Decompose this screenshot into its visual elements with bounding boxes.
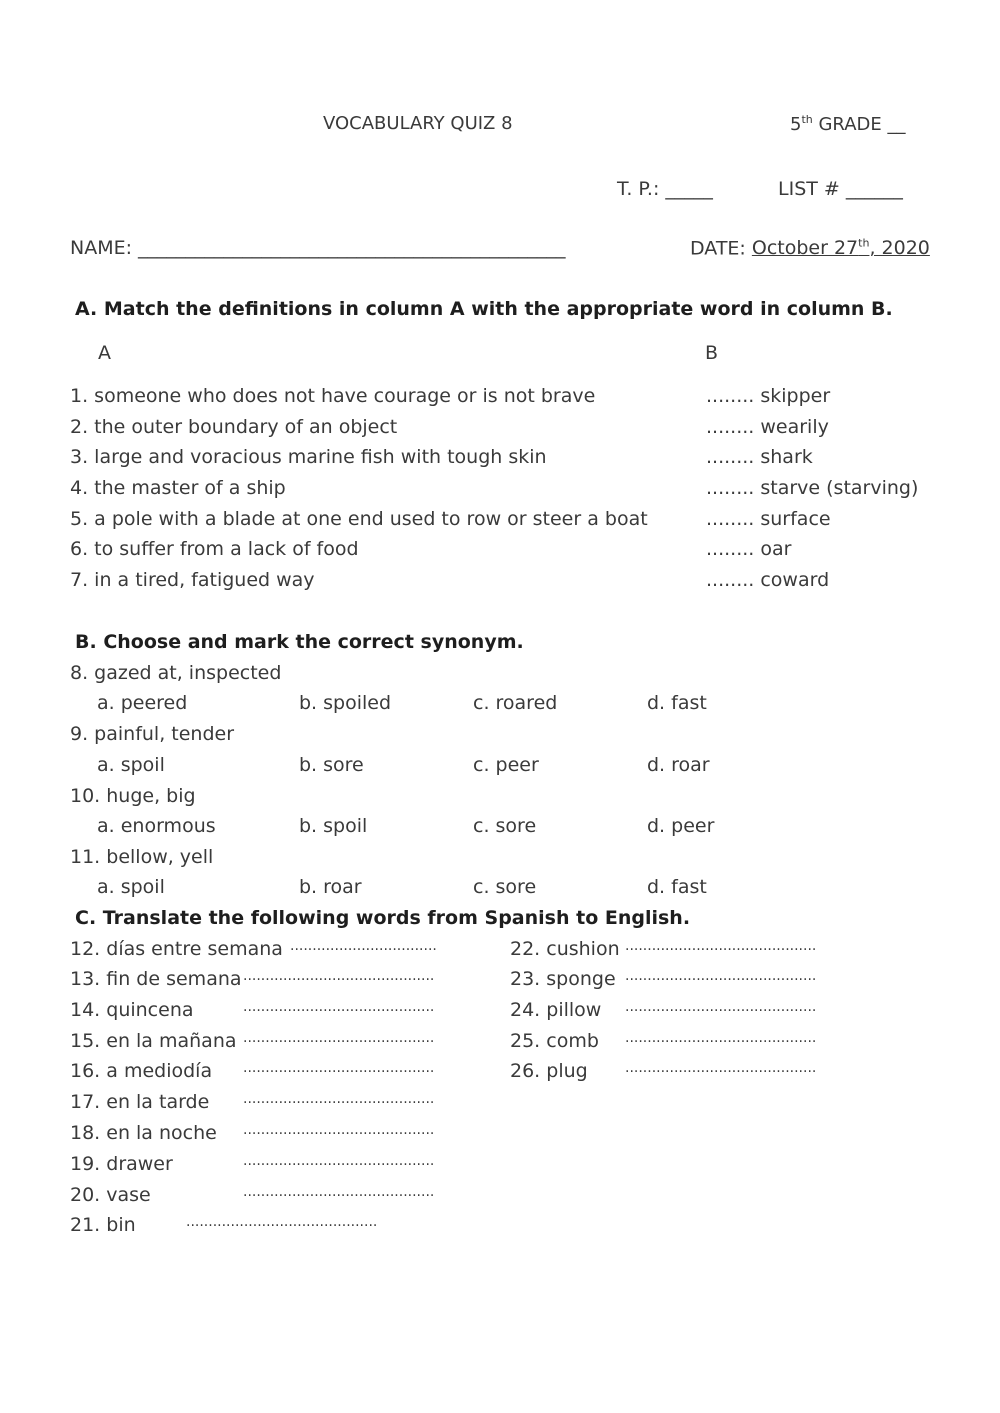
grade-suffix: th [801, 113, 813, 126]
synonym-option[interactable]: d. peer [647, 815, 715, 837]
answer-blank[interactable]: ........................................... [243, 1060, 435, 1076]
answer-blank[interactable]: ........................................... [625, 1060, 817, 1076]
grade-number: 5 [790, 114, 802, 135]
translate-term: 14. quincena [70, 999, 194, 1021]
section-c-instruction: C. Translate the following words from Spanish to English. [75, 907, 691, 929]
date-year: , 2020 [869, 237, 930, 260]
match-word[interactable]: ........ starve (starving) [706, 477, 919, 499]
match-word[interactable]: ........ oar [706, 538, 792, 560]
date-field [690, 237, 930, 259]
synonym-question: 8. gazed at, inspected [70, 662, 282, 684]
date-label: DATE: [690, 237, 752, 260]
definition-item: 6. to suffer from a lack of food [70, 538, 359, 560]
column-b-heading: B [705, 342, 719, 364]
definition-item: 7. in a tired, fatigued way [70, 569, 315, 591]
synonym-option[interactable]: d. fast [647, 692, 707, 714]
synonym-option[interactable]: b. roar [299, 876, 362, 898]
synonym-option[interactable]: d. roar [647, 754, 710, 776]
column-a-heading: A [98, 342, 111, 364]
date-suffix: th [858, 237, 870, 250]
synonym-question: 9. painful, tender [70, 723, 235, 745]
synonym-option[interactable]: b. spoiled [299, 692, 392, 714]
answer-blank[interactable]: ........................................... [243, 1030, 435, 1046]
translate-term: 26. plug [510, 1060, 588, 1082]
translate-term: 24. pillow [510, 999, 602, 1021]
tp-field[interactable]: T. P.: _____ [617, 178, 713, 200]
synonym-option[interactable]: c. peer [473, 754, 539, 776]
definition-item: 2. the outer boundary of an object [70, 416, 398, 438]
synonym-option[interactable]: a. enormous [97, 815, 216, 837]
match-word[interactable]: ........ shark [706, 446, 813, 468]
synonym-option[interactable]: b. sore [299, 754, 364, 776]
name-field[interactable]: NAME: _____________________________________________ [70, 237, 566, 259]
definition-item: 1. someone who does not have courage or is not brave [70, 385, 596, 407]
answer-blank[interactable]: ........................................... [186, 1214, 378, 1230]
synonym-option[interactable]: a. spoil [97, 876, 165, 898]
translate-term: 25. comb [510, 1030, 599, 1052]
synonym-option[interactable]: d. fast [647, 876, 707, 898]
definition-item: 4. the master of a ship [70, 477, 286, 499]
answer-blank[interactable]: ........................................... [625, 999, 817, 1015]
answer-blank[interactable]: ........................................... [243, 1184, 435, 1200]
answer-blank[interactable]: ........................................... [243, 1153, 435, 1169]
synonym-option[interactable]: a. peered [97, 692, 188, 714]
match-word[interactable]: ........ skipper [706, 385, 831, 407]
answer-blank[interactable]: ........................................... [625, 938, 817, 954]
synonym-question: 10. huge, big [70, 785, 196, 807]
translate-term: 20. vase [70, 1184, 151, 1206]
synonym-option[interactable]: c. roared [473, 692, 558, 714]
translate-term: 12. días entre semana [70, 938, 283, 960]
answer-blank[interactable]: ........................................... [243, 999, 435, 1015]
synonym-option[interactable]: a. spoil [97, 754, 165, 776]
grade-label [790, 113, 905, 135]
synonym-option[interactable]: c. sore [473, 815, 537, 837]
definition-item: 5. a pole with a blade at one end used to row or steer a boat [70, 508, 648, 530]
date-value [752, 237, 930, 259]
answer-blank[interactable]: ........................................... [243, 1091, 435, 1107]
translate-term: 19. drawer [70, 1153, 173, 1175]
date-month-day: October 27 [751, 237, 859, 260]
grade-blank[interactable]: GRADE __ [812, 114, 906, 135]
synonym-option[interactable]: b. spoil [299, 815, 368, 837]
answer-blank[interactable]: ........................................... [625, 968, 817, 984]
answer-blank[interactable]: ........................................... [243, 1122, 435, 1138]
match-word[interactable]: ........ wearily [706, 416, 829, 438]
translate-term: 23. sponge [510, 968, 616, 990]
quiz-title: VOCABULARY QUIZ 8 [323, 113, 513, 134]
definition-item: 3. large and voracious marine fish with tough skin [70, 446, 547, 468]
translate-term: 22. cushion [510, 938, 620, 960]
answer-blank[interactable]: ........................................... [243, 968, 435, 984]
synonym-option[interactable]: c. sore [473, 876, 537, 898]
translate-term: 13. fin de semana [70, 968, 242, 990]
match-word[interactable]: ........ surface [706, 508, 831, 530]
translate-term: 17. en la tarde [70, 1091, 210, 1113]
translate-term: 15. en la mañana [70, 1030, 237, 1052]
match-word[interactable]: ........ coward [706, 569, 830, 591]
translate-term: 16. a mediodía [70, 1060, 213, 1082]
answer-blank[interactable]: ................................. [290, 938, 437, 954]
answer-blank[interactable]: ........................................... [625, 1030, 817, 1046]
translate-term: 18. en la noche [70, 1122, 217, 1144]
section-b-instruction: B. Choose and mark the correct synonym. [75, 631, 524, 653]
translate-term: 21. bin [70, 1214, 136, 1236]
list-number-field[interactable]: LIST # ______ [778, 178, 903, 200]
section-a-instruction: A. Match the definitions in column A with the appropriate word in column B. [75, 298, 893, 320]
synonym-question: 11. bellow, yell [70, 846, 214, 868]
